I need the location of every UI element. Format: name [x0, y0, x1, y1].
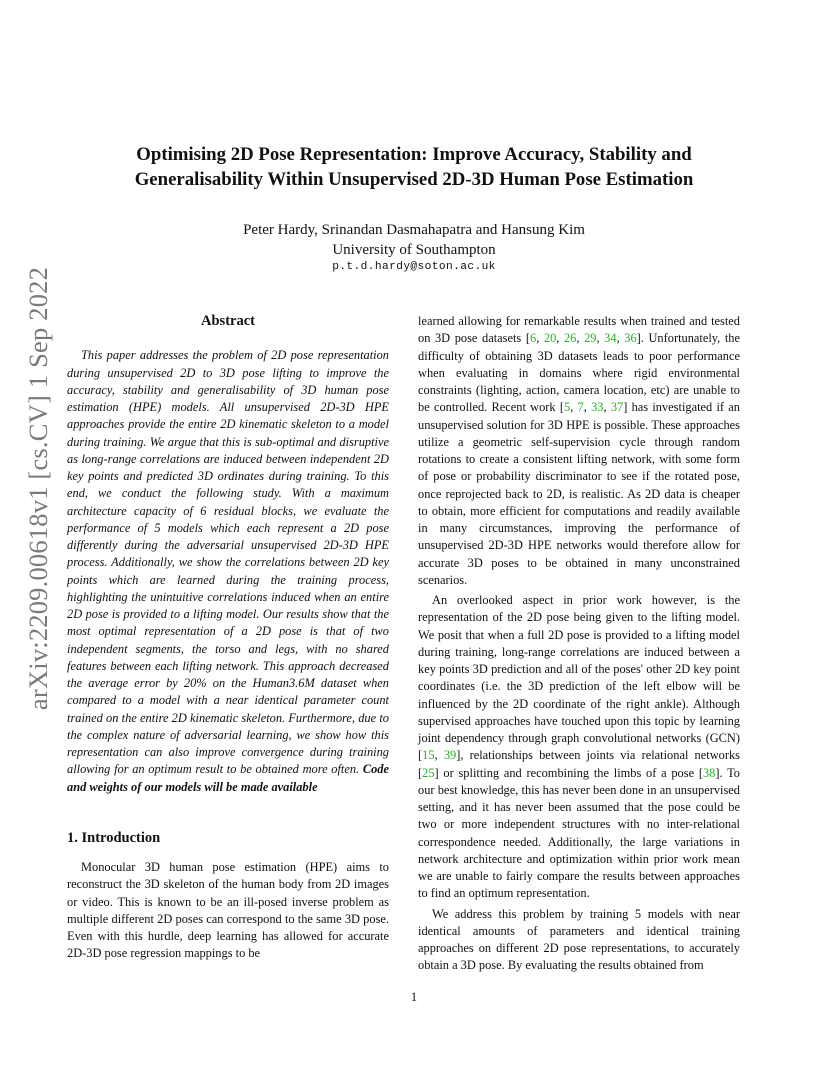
intro-paragraph-3: We address this problem by training 5 models with near identical amounts of parameters and identical training approaches on different 2D pose representations, to accurately obtain a 3D pose. By evaluating the results obtained from — [418, 906, 740, 973]
section-heading-introduction: 1. Introduction — [67, 829, 161, 846]
citation-link[interactable]: 26 — [563, 331, 577, 346]
right-column — [418, 313, 740, 975]
author-block — [90, 220, 738, 260]
title-line-2: Generalisability Within Unsupervised 2D-3D Human Pose Estimation — [134, 169, 694, 190]
citation-link[interactable]: 6 — [529, 331, 537, 346]
citation-link[interactable]: 34 — [604, 331, 617, 346]
citation-link[interactable]: 36 — [624, 331, 637, 346]
arxiv-id: arXiv:2209.00618v1 [cs.CV] 1 Sep 2022 — [23, 266, 54, 710]
citation-link[interactable]: 33 — [591, 400, 604, 415]
paper-title — [90, 142, 738, 192]
title-line-1: Optimising 2D Pose Representation: Improve Accuracy, Stability and — [136, 144, 692, 165]
page-number: 1 — [410, 990, 418, 1004]
intro-paragraph-2: An overlooked aspect in prior work however, is the representation of the 2D pose being given to the lifting model. We posit that when a full 2D pose is provided to a lifting model during training, long-range correlations are induced between a key points 3D prediction and all of the poses' other 2D key point coordinates (i.e. the 3D prediction of the left elbow will be influenced by the 2D coordinate of the right ankle). Although supervised approaches have touched upon this topic by learning joint dependency through graph convolutional networks (GCN) [15, 39], relationships between joints via relational networks [25] or splitting and recombining the limbs of a pose [38]. To our best knowledge, this has never been done in an unsupervised setting, and it has never been assumed that the pose could be two or more independent structures with no inter-relational correspondence needed. Additionally, the large variations in network architecture and optimization within prior work mean we are unable to fairly compare the results between approaches to find an optimum representation. — [418, 593, 740, 901]
intro-paragraph-1: Monocular 3D human pose estimation (HPE) aims to reconstruct the 3D skeleton of the human body from 2D images or video. This is known to be an ill-posed inverse problem as multiple different 2D poses can correspond to the same 3D pose. Even with this hurdle, deep learning has allowed for accurate 2D-3D pose regression mappings to be — [67, 860, 389, 961]
intro-paragraph-1-cont: learned allowing for remarkable results when trained and tested on 3D pose datasets [6, 20, 26, 29, 34, 36]. Unfortunately, the difficulty of obtaining 3D datasets leads to poor performance when evaluating in domains where rigid environmental constraints (lighting, action, camera location, etc) are unable to be controlled. Recent work [5, 7, 33, 37] has investigated if an unsupervised solution for 3D HPE is possible. These approaches utilize a geometric self-supervision cycle through random rotations to create a consistent lifting network, with some form of pose or probability discriminator to see if the rotated pose, once reprojected back to 2D, is realistic. As 2D data is cheaper to obtain, more efficient for computations and readily available in many circumstances, improving the performance of unsupervised 2D-3D HPE networks would therefore allow for accurate 3D poses to be obtained in many unconstrained scenarios. — [418, 314, 741, 587]
citation-link[interactable]: 7 — [577, 400, 584, 415]
citation-link[interactable]: 29 — [584, 331, 597, 346]
author-email: p.t.d.hardy@soton.ac.uk — [332, 261, 496, 273]
citation-link[interactable]: 25 — [422, 765, 435, 780]
citation-link[interactable]: 39 — [443, 748, 457, 763]
abstract-code-note: Code and weights of our models will be made available — [67, 762, 389, 794]
citation-link[interactable]: 38 — [702, 765, 716, 780]
arxiv-stamp — [19, 266, 59, 710]
author-names: Peter Hardy, Srinandan Dasmahapatra and Hansung Kim — [243, 222, 585, 238]
citation-link[interactable]: 20 — [543, 331, 557, 346]
abstract — [67, 347, 389, 796]
citation-link[interactable]: 5 — [564, 400, 571, 415]
abstract-heading: Abstract — [201, 313, 255, 329]
citation-link[interactable]: 37 — [610, 400, 624, 415]
affiliation: University of Southampton — [332, 242, 496, 258]
left-column — [67, 313, 389, 963]
citation-link[interactable]: 15 — [422, 748, 435, 763]
abstract-body: This paper addresses the problem of 2D pose representation during unsupervised 2D to 3D pose lifting to improve the accuracy, stability and generalisability of 3D human pose estimation (HPE) models. All unsupervised 2D-3D HPE approaches provide the entire 2D kinematic skeleton to a model during training. We argue that this is sub-optimal and disruptive as long-range correlations are induced between independent 2D key points and predicted 3D ordinates during training. To this end, we conduct the following study. With a maximum architecture capacity of 6 residual blocks, we evaluate the performance of 5 models which each represent a 2D pose differently during the adversarial unsupervised 2D-3D HPE process. Additionally, we show the correlations between 2D key points which are learned during the training process, highlighting the unintuitive correlations induced when an entire 2D pose is provided to a lifting model. Our results show that the most optimal representation of a 2D pose is that of two independent segments, the torso and legs, with no shared features between each lifting network. This approach decreased the average error by 20% on the Human3.6M dataset when compared to a model with a near identical parameter count trained on the entire 2D kinematic skeleton. Furthermore, due to the complex nature of adversarial learning, we show how this representation can also improve convergence during training allowing for an optimum result to be obtained more often. — [67, 348, 389, 777]
abstract-text — [67, 347, 389, 796]
